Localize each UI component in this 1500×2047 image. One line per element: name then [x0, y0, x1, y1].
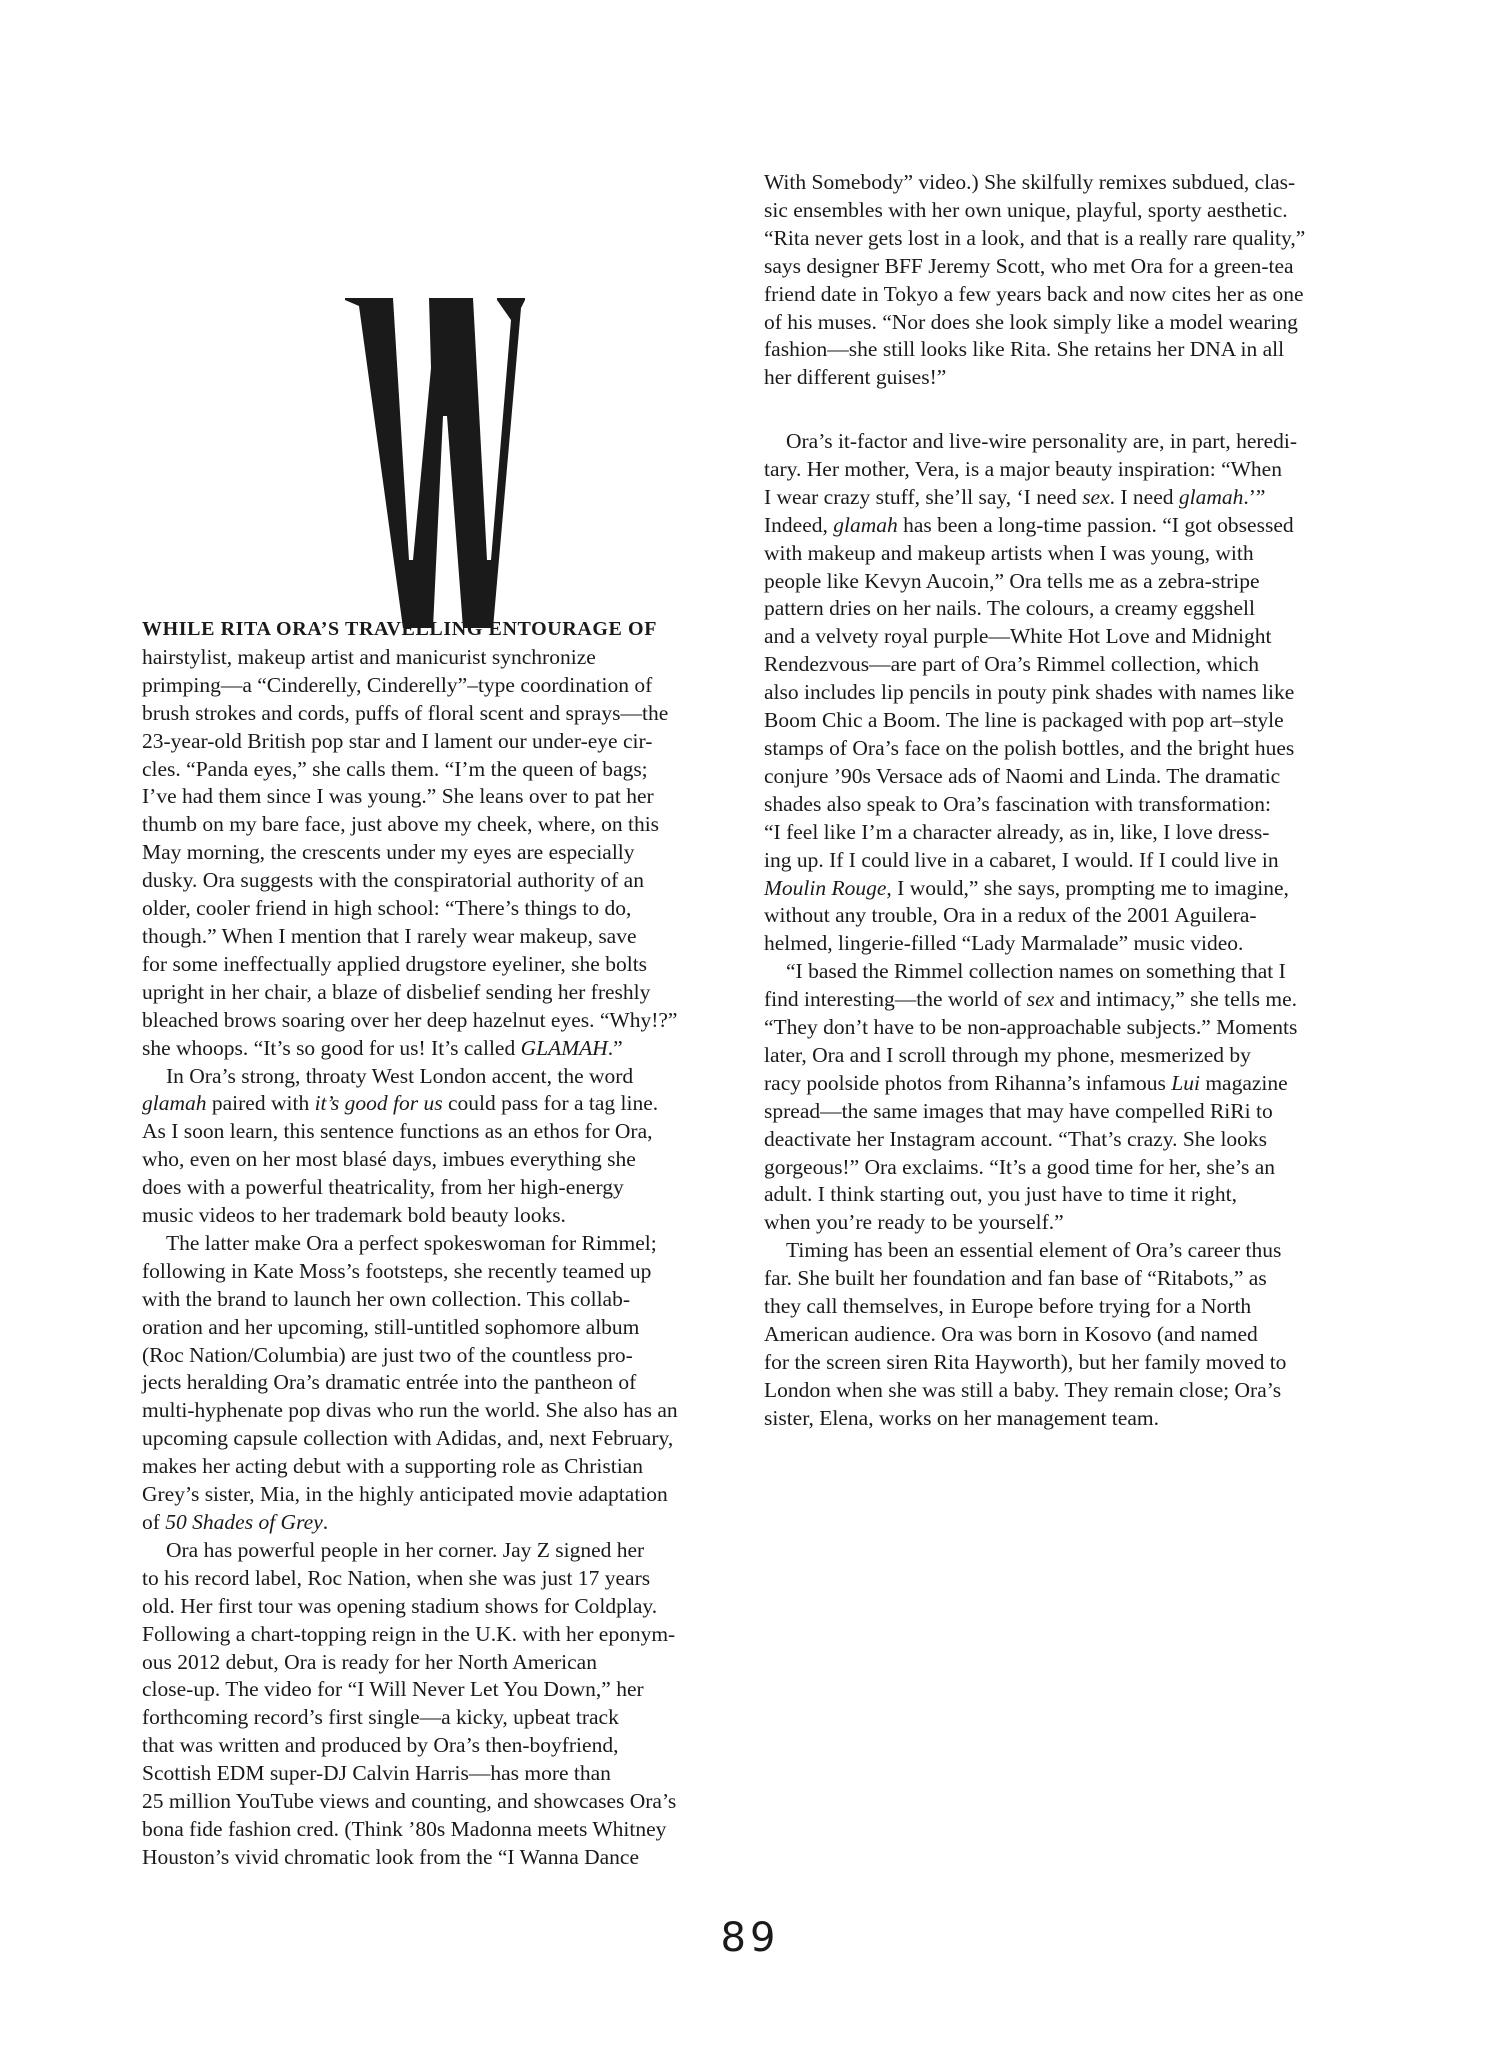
body-line: also includes lip pencils in pouty pink shades with names like [764, 680, 1295, 705]
body-line: with the brand to launch her own collection. This collab- [142, 1286, 631, 1311]
body-line: Moulin Rouge, I would,” she says, prompting me to imagine, [764, 875, 1289, 900]
body-line: with makeup and makeup artists when I was young, with [764, 540, 1254, 565]
body-line: Timing has been an essential element of Ora’s career thus [786, 1238, 1282, 1263]
body-line: who, even on her most blasé days, imbues everything she [142, 1147, 636, 1172]
body-line: helmed, lingerie-filled “Lady Marmalade” music video. [764, 931, 1244, 956]
body-line: glamah paired with it’s good for us could pass for a tag line. [142, 1091, 659, 1116]
body-line: bleached brows soaring over her deep hazelnut eyes. “Why!?” [142, 1007, 678, 1032]
body-line: for the screen siren Rita Hayworth), but her family moved to [764, 1349, 1287, 1374]
body-line: cles. “Panda eyes,” she calls them. “I’m the queen of bags; [142, 756, 648, 781]
body-line: upcoming capsule collection with Adidas, and, next February, [142, 1426, 674, 1451]
body-line: she whoops. “It’s so good for us! It’s called GLAMAH.” [142, 1035, 623, 1060]
body-line: friend date in Tokyo a few years back and now cites her as one [764, 281, 1304, 306]
body-line: forthcoming record’s first single—a kicky, upbeat track [142, 1705, 619, 1730]
drop-cap-letter [345, 298, 525, 628]
body-line: people like Kevyn Aucoin,” Ora tells me as a zebra-stripe [764, 568, 1260, 593]
body-line: 23-year-old British pop star and I lament our under-eye cir- [142, 728, 653, 753]
body-line: American audience. Ora was born in Kosovo (and named [764, 1322, 1258, 1346]
body-line: upright in her chair, a blaze of disbelief sending her freshly [142, 979, 651, 1004]
body-line: shades also speak to Ora’s fascination with transformation: [764, 791, 1271, 816]
body-line: they call themselves, in Europe before trying for a North [764, 1294, 1252, 1319]
body-line: older, cooler friend in high school: “There’s things to do, [142, 896, 632, 921]
body-line: Ora’s it-factor and live-wire personality are, in part, heredi- [786, 429, 1298, 453]
body-line: I wear crazy stuff, she’ll say, ‘I need sex. I need glamah.’” [764, 484, 1266, 509]
body-line: In Ora’s strong, throaty West London accent, the word [166, 1063, 634, 1088]
body-line: dusky. Ora suggests with the conspiratorial authority of an [142, 868, 644, 893]
body-line: following in Kate Moss’s footsteps, she recently teamed up [142, 1258, 652, 1283]
body-line: close-up. The video for “I Will Never Let You Down,” her [142, 1677, 644, 1702]
body-line: her different guises!” [764, 365, 947, 390]
body-line: pattern dries on her nails. The colours, a creamy eggshell [764, 596, 1255, 621]
body-line: London when she was still a baby. They remain close; Ora’s [764, 1377, 1282, 1402]
body-line: Rendezvous—are part of Ora’s Rimmel collection, which [764, 652, 1259, 677]
body-line: gorgeous!” Ora exclaims. “It’s a good time for her, she’s an [764, 1154, 1276, 1179]
body-line: sister, Elena, works on her management team. [764, 1405, 1159, 1430]
body-line: music videos to her trademark bold beauty looks. [142, 1203, 566, 1228]
body-line: “I feel like I’m a character already, as in, like, I love dress- [764, 819, 1270, 844]
body-line: ing up. If I could live in a cabaret, I would. If I could live in [764, 847, 1279, 872]
body-line: of his muses. “Nor does she look simply like a model wearing [764, 309, 1298, 334]
body-line: As I soon learn, this sentence functions as an ethos for Ora, [142, 1119, 653, 1144]
body-line: of 50 Shades of Grey. [142, 1510, 329, 1534]
body-line: ous 2012 debut, Ora is ready for her North American [142, 1649, 597, 1674]
body-line: does with a powerful theatricality, from her high-energy [142, 1175, 624, 1200]
body-line: stamps of Ora’s face on the polish bottles, and the bright hues [764, 735, 1295, 760]
body-line: for some ineffectually applied drugstore eyeliner, she bolts [142, 951, 648, 976]
body-line: bona fide fashion cred. (Think ’80s Madonna meets Whitney [142, 1816, 667, 1841]
body-line: Following a chart-topping reign in the U.K. with her eponym- [142, 1621, 676, 1646]
body-line: May morning, the crescents under my eyes are especially [142, 840, 635, 865]
body-line: “I based the Rimmel collection names on something that I [786, 959, 1286, 984]
body-line: multi-hyphenate pop divas who run the world. She also has an [142, 1398, 678, 1423]
body-line: and a velvety royal purple—White Hot Love and Midnight [764, 624, 1272, 649]
body-line: The latter make Ora a perfect spokeswoman for Rimmel; [166, 1230, 657, 1255]
body-line: With Somebody” video.) She skilfully remixes subdued, clas- [764, 170, 1296, 194]
body-line: brush strokes and cords, puffs of floral scent and sprays—the [142, 700, 669, 725]
body-line: Ora has powerful people in her corner. Jay Z signed her [166, 1537, 645, 1562]
body-line: says designer BFF Jeremy Scott, who met Ora for a green-tea [764, 253, 1294, 278]
body-line: I’ve had them since I was young.” She leans over to pat her [142, 784, 654, 809]
body-line: “Rita never gets lost in a look, and that is a really rare quality,” [764, 225, 1306, 250]
body-line: Scottish EDM super-DJ Calvin Harris—has more than [142, 1761, 611, 1786]
body-line: later, Ora and I scroll through my phone, mesmerized by [764, 1042, 1251, 1067]
body-line: deactivate her Instagram account. “That’s crazy. She looks [764, 1126, 1268, 1151]
body-line: adult. I think starting out, you just have to time it right, [764, 1182, 1237, 1207]
body-line: thumb on my bare face, just above my cheek, where, on this [142, 812, 660, 837]
lead-in: WHILE RITA ORA’S TRAVELLING ENTOURAGE OF [142, 618, 658, 640]
body-line: far. She built her foundation and fan base of “Ritabots,” as [764, 1266, 1267, 1291]
body-line: though.” When I mention that I rarely wear makeup, save [142, 923, 637, 948]
body-line: hairstylist, makeup artist and manicurist synchronize [142, 644, 596, 669]
body-line: (Roc Nation/Columbia) are just two of the countless pro- [142, 1342, 633, 1367]
article-right-column-bottom [764, 428, 1364, 1433]
body-line: Grey’s sister, Mia, in the highly anticipated movie adaptation [142, 1482, 668, 1507]
body-line: primping—a “Cinderelly, Cinderelly”–type coordination of [142, 672, 653, 697]
article-left-column [142, 616, 732, 1872]
body-line: fashion—she still looks like Rita. She retains her DNA in all [764, 337, 1285, 362]
article-right-column-top [764, 169, 1364, 392]
body-line: makes her acting debut with a supporting role as Christian [142, 1454, 643, 1479]
body-line: sic ensembles with her own unique, playful, sporty aesthetic. [764, 197, 1288, 222]
body-line: find interesting—the world of sex and intimacy,” she tells me. [764, 987, 1297, 1012]
body-line: jects heralding Ora’s dramatic entrée into the pantheon of [142, 1370, 637, 1395]
body-line: conjure ’90s Versace ads of Naomi and Linda. The dramatic [764, 763, 1281, 788]
body-line: 25 million YouTube views and counting, and showcases Ora’s [142, 1789, 677, 1814]
body-line: tary. Her mother, Vera, is a major beauty inspiration: “When [764, 456, 1282, 481]
body-line: Indeed, glamah has been a long-time passion. “I got obsessed [764, 512, 1294, 537]
body-line: that was written and produced by Ora’s then-boyfriend, [142, 1733, 619, 1758]
body-line: Houston’s vivid chromatic look from the “I Wanna Dance [142, 1844, 640, 1869]
body-line: when you’re ready to be yourself.” [764, 1210, 1064, 1235]
body-line: oration and her upcoming, still-untitled sophomore album [142, 1314, 640, 1339]
body-line: to his record label, Roc Nation, when she was just 17 years [142, 1565, 651, 1590]
page-number: 89 [720, 1915, 780, 1961]
body-line: spread—the same images that may have compelled RiRi to [764, 1098, 1273, 1123]
body-line: Boom Chic a Boom. The line is packaged with pop art–style [764, 708, 1284, 733]
body-line: racy poolside photos from Rihanna’s infamous Lui magazine [764, 1070, 1288, 1095]
body-line: “They don’t have to be non-approachable subjects.” Moments [764, 1015, 1298, 1040]
body-line: old. Her first tour was opening stadium shows for Coldplay. [142, 1593, 658, 1618]
body-line: without any trouble, Ora in a redux of the 2001 Aguilera- [764, 903, 1257, 928]
